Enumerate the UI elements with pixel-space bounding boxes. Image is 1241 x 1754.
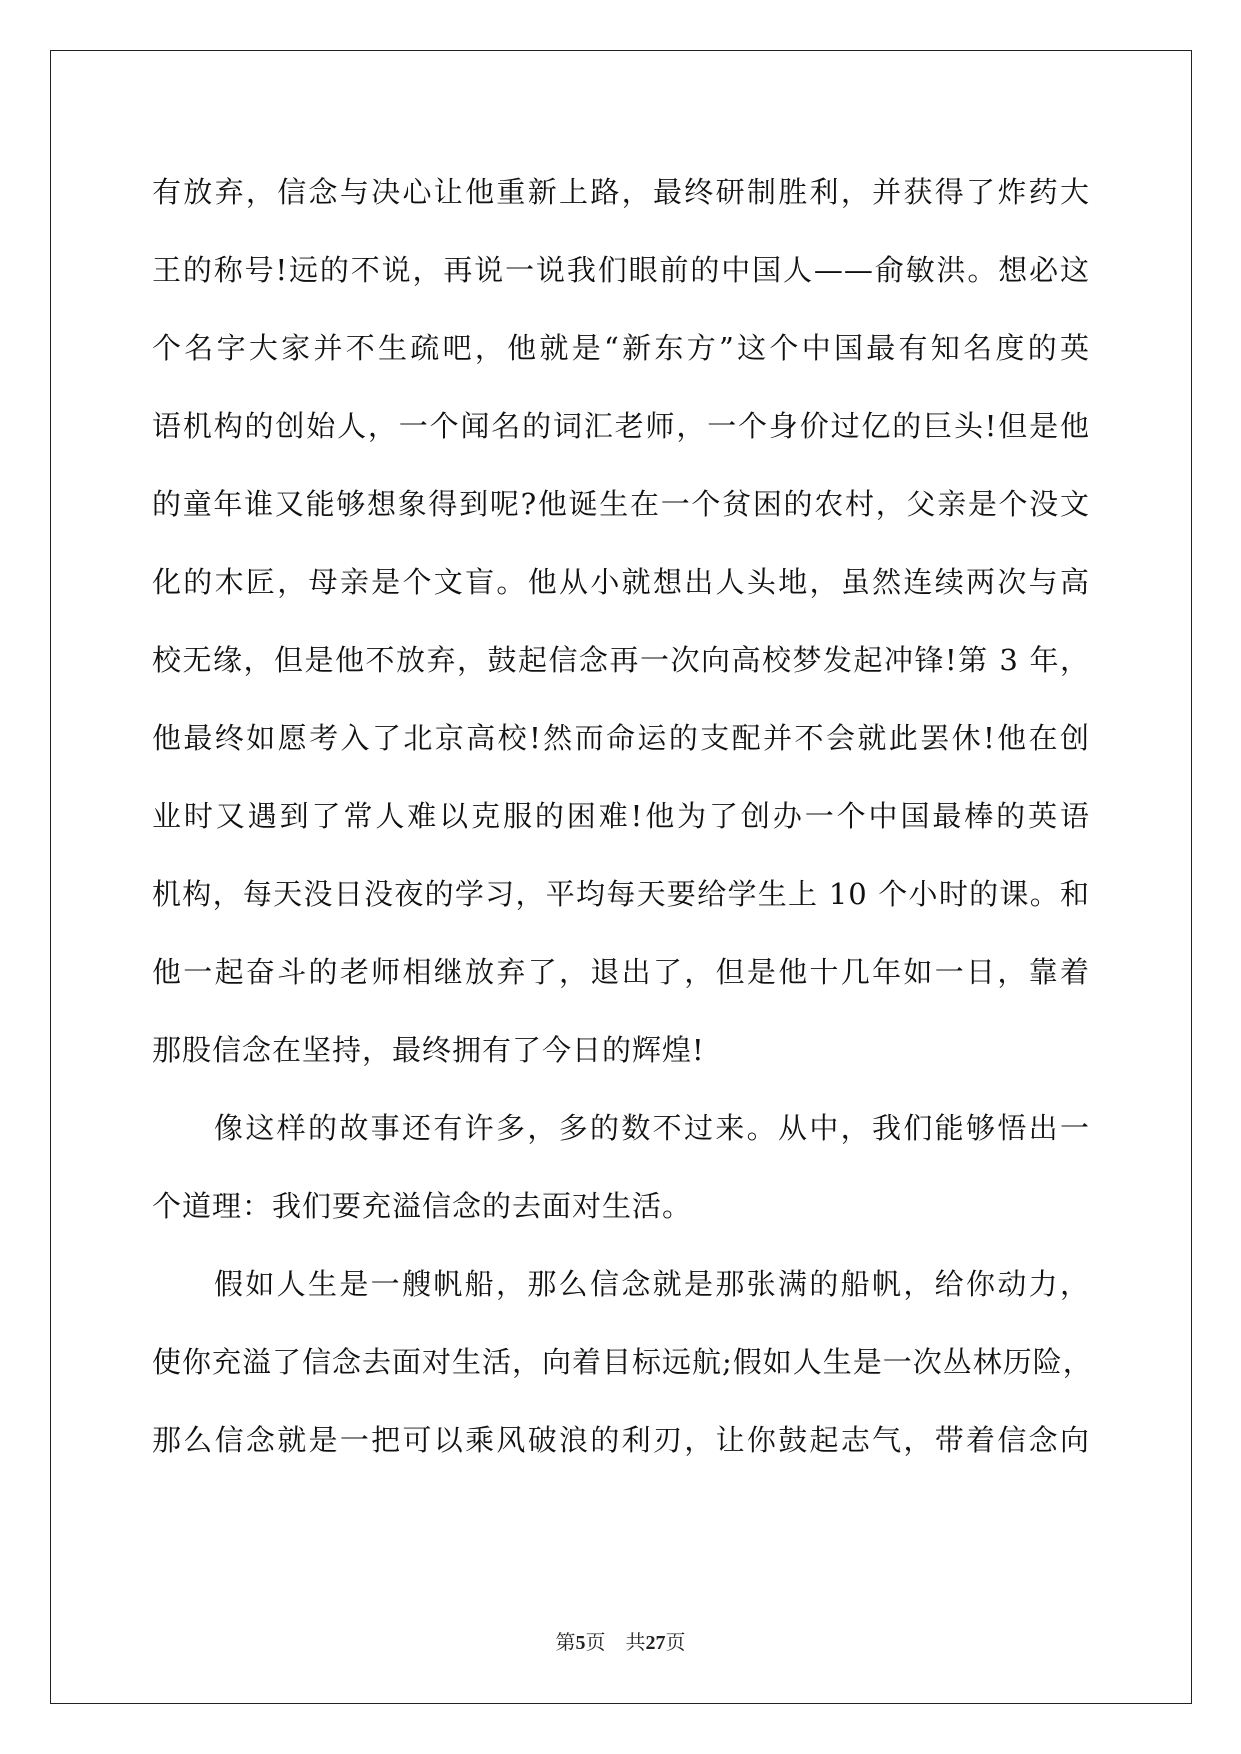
text-line: 个道理：我们要充溢信念的去面对生活。 (152, 1189, 693, 1223)
text-line: 校无缘，但是他不放弃，鼓起信念再一次向高校梦发起冲锋!第 3 年， (152, 643, 1090, 677)
total-prefix: 共 (625, 1632, 646, 1654)
text-line: 他一起奋斗的老师相继放弃了，退出了，但是他十几年如一日，靠着 (152, 955, 1090, 989)
page-suffix: 页 (585, 1632, 606, 1654)
text-line: 化的木匠，母亲是个文盲。他从小就想出人头地，虽然连续两次与高 (152, 565, 1090, 599)
paragraph-3 (152, 1245, 1093, 1479)
page-footer (0, 1626, 1241, 1655)
total-pages: 27 (645, 1632, 666, 1654)
text-line: 那么信念就是一把可以乘风破浪的利刃，让你鼓起志气，带着信念向 (152, 1423, 1090, 1457)
paragraph-1 (152, 153, 1090, 1089)
text-line: 像这样的故事还有许多，多的数不过来。从中，我们能够悟出一 (214, 1111, 1090, 1145)
text-line: 那股信念在坚持，最终拥有了今日的辉煌! (152, 1033, 705, 1067)
text-line: 他最终如愿考入了北京高校!然而命运的支配并不会就此罢休!他在创 (152, 721, 1090, 755)
paragraph-2 (152, 1089, 1090, 1245)
text-line: 机构，每天没日没夜的学习，平均每天要给学生上 10 个小时的课。和 (152, 877, 1090, 911)
text-line: 使你充溢了信念去面对生活，向着目标远航;假如人生是一次丛林历险， (152, 1345, 1093, 1379)
text-line: 假如人生是一艘帆船，那么信念就是那张满的船帆，给你动力， (214, 1267, 1090, 1301)
text-line: 业时又遇到了常人难以克服的困难!他为了创办一个中国最棒的英语 (152, 799, 1090, 833)
page-prefix: 第 (555, 1632, 576, 1654)
text-line: 有放弃，信念与决心让他重新上路，最终研制胜利，并获得了炸药大 (152, 175, 1090, 209)
text-line: 王的称号!远的不说，再说一说我们眼前的中国人——俞敏洪。想必这 (152, 253, 1090, 287)
page-number: 5 (575, 1632, 586, 1654)
document-body (152, 153, 1093, 1479)
text-line: 个名字大家并不生疏吧，他就是“新东方”这个中国最有知名度的英 (152, 331, 1090, 365)
total-suffix: 页 (665, 1632, 686, 1654)
text-line: 的童年谁又能够想象得到呢?他诞生在一个贫困的农村，父亲是个没文 (152, 487, 1090, 521)
text-line: 语机构的创始人，一个闻名的词汇老师，一个身价过亿的巨头!但是他 (152, 409, 1090, 443)
